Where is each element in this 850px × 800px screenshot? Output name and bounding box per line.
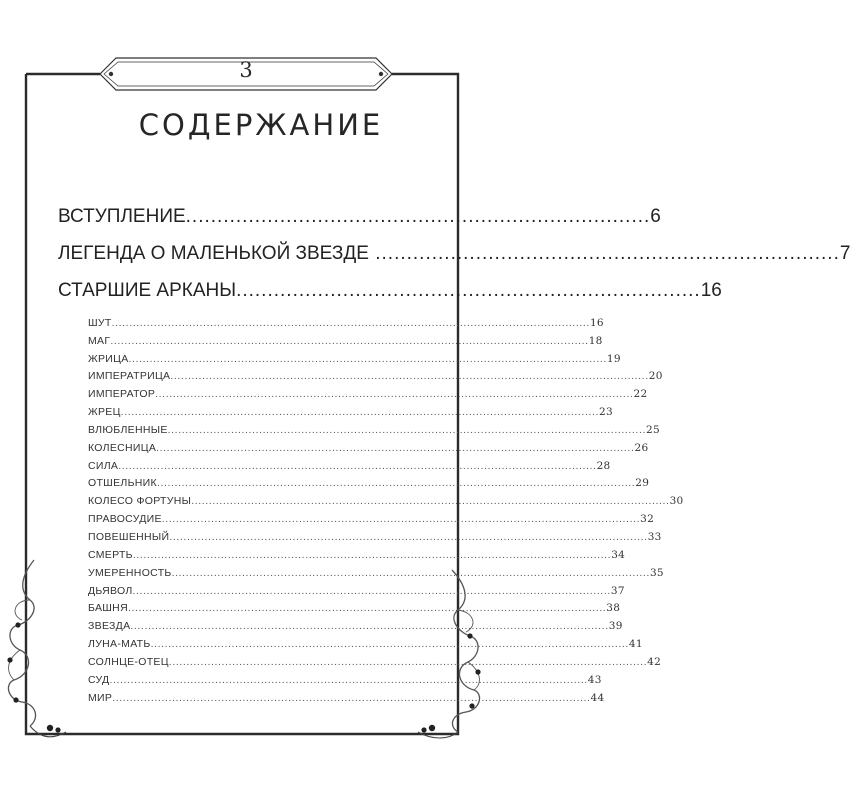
toc-sub-entry[interactable]	[88, 472, 650, 490]
toc-sub-page: 38	[606, 602, 621, 615]
toc-sub-page: 19	[606, 352, 621, 365]
toc-sub-page: 20	[648, 370, 663, 383]
toc-sub-page: 33	[647, 530, 662, 543]
toc-sub-entry[interactable]	[88, 507, 655, 526]
toc-sub-page: 32	[640, 513, 655, 526]
toc-sub-label: ШУТ	[88, 316, 112, 329]
leader-dots: ........................................................................................................................................	[111, 316, 590, 329]
toc-sub-page: 41	[628, 638, 643, 651]
toc-sub-entry[interactable]	[88, 561, 664, 579]
toc-sub-page: 22	[633, 388, 648, 401]
leader-dots: ..........................................................................	[368, 243, 840, 264]
toc-sub-entry[interactable]	[88, 579, 625, 597]
toc-sub-page: 35	[649, 566, 664, 579]
leader-dots: ........................................................................................................................................	[170, 370, 649, 383]
toc-sub-page: 29	[635, 477, 650, 490]
toc-sub-label: СИЛА	[88, 459, 119, 472]
toc-sub-label: СУД	[88, 673, 110, 686]
toc-sub-label: ЛУНА-МАТЬ	[88, 638, 151, 651]
leader-dots: ........................................................................................................................................	[191, 495, 670, 508]
toc-main-page: 7	[839, 243, 850, 264]
leader-dots: ..........................................................................	[185, 206, 651, 227]
toc-sub-entry[interactable]	[88, 543, 626, 561]
toc-main-label: ЛЕГЕНДА О МАЛЕНЬКОЙ ЗВЕЗДЕ	[58, 243, 369, 264]
toc-sub-label: ЗВЕЗДА	[88, 620, 131, 633]
toc-sub-entry[interactable]	[88, 365, 663, 383]
toc-sub-entry[interactable]	[88, 436, 649, 454]
toc-sub-page: 34	[611, 548, 626, 561]
toc-sub-label: УМЕРЕННОСТЬ	[88, 566, 172, 579]
toc-sub-page: 30	[669, 495, 684, 508]
leader-dots: ........................................................................................................................................	[156, 477, 636, 490]
toc-sub-entry[interactable]	[88, 382, 648, 401]
toc-sub-label: ПРАВОСУДИЕ	[88, 513, 162, 526]
toc-sub-page: 37	[610, 584, 625, 597]
toc-sub-page: 26	[634, 441, 649, 454]
toc-sub-entry[interactable]	[88, 489, 684, 508]
toc-sub-entry[interactable]	[88, 418, 660, 436]
toc-sub-entry[interactable]	[88, 329, 603, 347]
toc-sub-entry[interactable]	[88, 400, 613, 419]
page-title: СОДЕРЖАНИЕ	[138, 108, 384, 142]
toc-main-page: 16	[700, 280, 722, 301]
toc-sub-entry[interactable]	[88, 525, 662, 543]
toc-main-label: СТАРШИЕ АРКАНЫ	[58, 280, 237, 301]
leader-dots: ........................................................................................................................................	[118, 459, 597, 472]
toc-sub-entry[interactable]	[88, 347, 621, 365]
leader-dots: ........................................................................................................................................	[161, 513, 641, 526]
toc-sub-page: 23	[599, 406, 613, 419]
toc-sub-label: ИМПЕРАТОР	[88, 388, 156, 401]
toc-sub-entry[interactable]	[88, 686, 605, 704]
toc-sub-label: МАГ	[88, 334, 111, 347]
toc-sub-label: МИР	[88, 691, 113, 704]
leader-dots: ........................................................................................................................................	[109, 673, 588, 686]
toc-sub-entry[interactable]	[88, 454, 611, 472]
leader-dots: ........................................................................................................................................	[156, 441, 635, 454]
toc-main-entry[interactable]	[58, 270, 722, 302]
toc-sub-page: 18	[588, 334, 603, 347]
toc-main-label: ВСТУПЛЕНИЕ	[58, 206, 186, 227]
toc-sub-entry[interactable]	[88, 650, 662, 668]
toc-subsection-list	[88, 311, 684, 704]
toc-sub-entry[interactable]	[88, 597, 621, 615]
leader-dots: ........................................................................................................................................	[132, 548, 612, 561]
toc-sub-page: 28	[596, 459, 611, 472]
left-vine-ornament	[8, 560, 35, 726]
leader-dots: ........................................................................................................................................	[168, 655, 648, 668]
page-number: 3	[239, 58, 253, 82]
leader-dots: ........................................................................................................................................	[120, 406, 600, 419]
toc-sub-label: КОЛЕСО ФОРТУНЫ	[88, 495, 192, 508]
toc-sub-entry[interactable]	[88, 632, 643, 651]
leader-dots: ........................................................................................................................................	[128, 352, 607, 365]
toc-sub-label: БАШНЯ	[88, 602, 128, 615]
leader-dots: ........................................................................................................................................	[171, 566, 650, 579]
toc-sub-label: ДЬЯВОЛ	[88, 584, 133, 597]
toc-sub-page: 43	[587, 673, 602, 686]
toc-sub-label: СОЛНЦЕ-ОТЕЦ	[88, 655, 169, 668]
leader-dots: ........................................................................................................................................	[167, 423, 646, 436]
toc-sub-label: СМЕРТЬ	[88, 548, 133, 561]
toc-sub-page: 44	[590, 691, 605, 704]
leader-dots: ........................................................................................................................................	[150, 638, 629, 651]
toc-sub-label: КОЛЕСНИЦА	[88, 441, 157, 454]
leader-dots: ........................................................................................................................................	[130, 620, 609, 633]
toc-sub-label: ОТШЕЛЬНИК	[88, 477, 157, 490]
toc-main-entry[interactable]	[58, 196, 661, 228]
toc-sub-page: 16	[589, 316, 604, 329]
toc-sub-label: ИМПЕРАТРИЦА	[88, 370, 171, 383]
toc-sub-label: ЖРЕЦ	[88, 406, 121, 419]
leader-dots: ........................................................................................................................................	[132, 584, 611, 597]
toc-sub-page: 39	[608, 620, 623, 633]
toc-sub-label: ВЛЮБЛЕННЫЕ	[88, 423, 168, 436]
leader-dots: ........................................................................................................................................	[169, 530, 648, 543]
leader-dots: ..........................................................................	[236, 280, 701, 301]
leader-dots: ........................................................................................................................................	[110, 334, 589, 347]
toc-sub-entry[interactable]	[88, 668, 602, 686]
toc-main-entry[interactable]	[58, 233, 850, 265]
toc-sub-entry[interactable]	[88, 311, 604, 329]
toc-sub-label: ЖРИЦА	[88, 352, 129, 365]
toc-main-page: 6	[650, 206, 661, 227]
toc-sub-entry[interactable]	[88, 614, 623, 633]
leader-dots: ........................................................................................................................................	[112, 691, 591, 704]
toc-sub-page: 25	[645, 423, 660, 436]
toc-sub-page: 42	[647, 655, 662, 668]
leader-dots: ........................................................................................................................................	[127, 602, 607, 615]
leader-dots: ........................................................................................................................................	[155, 388, 634, 401]
toc-sub-label: ПОВЕШЕННЫЙ	[88, 530, 170, 543]
